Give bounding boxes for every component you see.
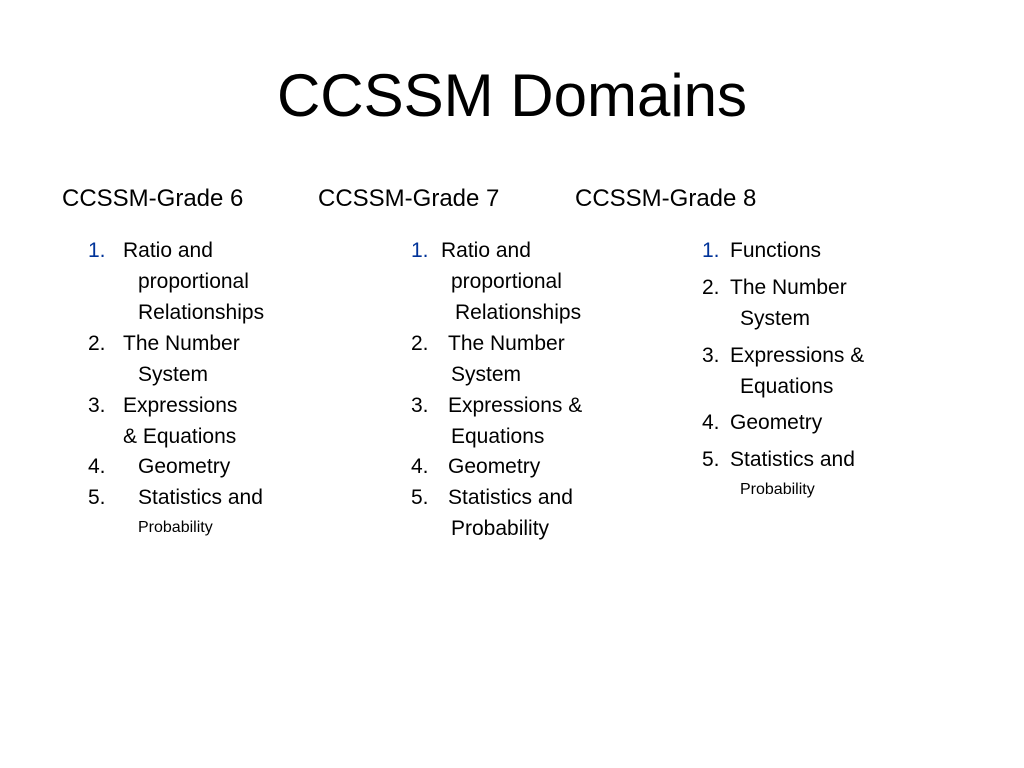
item-text-continued: proportional	[451, 270, 562, 293]
item-text: Geometry	[448, 455, 541, 478]
list-item	[411, 391, 583, 421]
item-text: Functions	[730, 239, 822, 262]
list-item	[702, 341, 865, 371]
item-number: 3.	[411, 394, 429, 417]
item-text-continued: Equations	[451, 425, 545, 448]
item-text-continued: Equations	[740, 375, 834, 398]
item-number: 2.	[702, 276, 720, 299]
item-text: Ratio and	[441, 239, 531, 262]
list-item	[411, 236, 531, 266]
item-text-continued: System	[740, 307, 811, 330]
slide-title: CCSSM Domains	[276, 62, 748, 129]
list-item	[88, 236, 213, 266]
list-item	[411, 329, 565, 359]
item-text-continued: Probability	[138, 519, 213, 536]
list-item	[88, 483, 263, 513]
item-text-continued: Probability	[740, 481, 815, 498]
item-text: Expressions &	[448, 394, 583, 417]
item-number: 5.	[702, 448, 720, 471]
grade-8-heading: CCSSM-Grade 8	[575, 185, 757, 212]
item-text: Statistics and	[138, 486, 263, 509]
item-text: Statistics and	[730, 448, 855, 471]
list-item	[411, 483, 573, 513]
item-text-continued: & Equations	[123, 425, 237, 448]
item-number: 4.	[411, 455, 429, 478]
item-text: The Number	[123, 332, 240, 355]
item-number: 3.	[88, 394, 106, 417]
item-text-continued: proportional	[138, 270, 249, 293]
list-item	[88, 329, 240, 359]
list-item	[88, 391, 238, 421]
item-text-continued: Relationships	[455, 301, 582, 324]
item-text: The Number	[730, 276, 847, 299]
item-text: Expressions	[123, 394, 238, 417]
item-number: 1.	[88, 239, 106, 262]
item-number: 4.	[88, 455, 106, 478]
item-number: 2.	[411, 332, 429, 355]
item-number: 1.	[411, 239, 429, 262]
item-number: 5.	[411, 486, 429, 509]
item-number: 4.	[702, 411, 720, 434]
list-item	[702, 273, 847, 303]
grade-6-heading: CCSSM-Grade 6	[62, 185, 244, 212]
item-number: 5.	[88, 486, 106, 509]
item-text: Statistics and	[448, 486, 573, 509]
item-number: 2.	[88, 332, 106, 355]
item-text: Geometry	[138, 455, 231, 478]
item-text-continued: System	[451, 363, 522, 386]
list-item	[702, 408, 823, 438]
item-text: The Number	[448, 332, 565, 355]
item-text-continued: System	[138, 363, 209, 386]
list-item	[702, 236, 822, 266]
grade-7-heading: CCSSM-Grade 7	[318, 185, 500, 212]
item-text-continued: Probability	[451, 517, 550, 540]
item-number: 3.	[702, 344, 720, 367]
item-text: Expressions &	[730, 344, 865, 367]
list-item	[702, 445, 855, 475]
item-text-continued: Relationships	[138, 301, 265, 324]
item-text: Geometry	[730, 411, 823, 434]
item-number: 1.	[702, 239, 720, 262]
list-item	[88, 452, 231, 482]
item-text: Ratio and	[123, 239, 213, 262]
list-item	[411, 452, 541, 482]
